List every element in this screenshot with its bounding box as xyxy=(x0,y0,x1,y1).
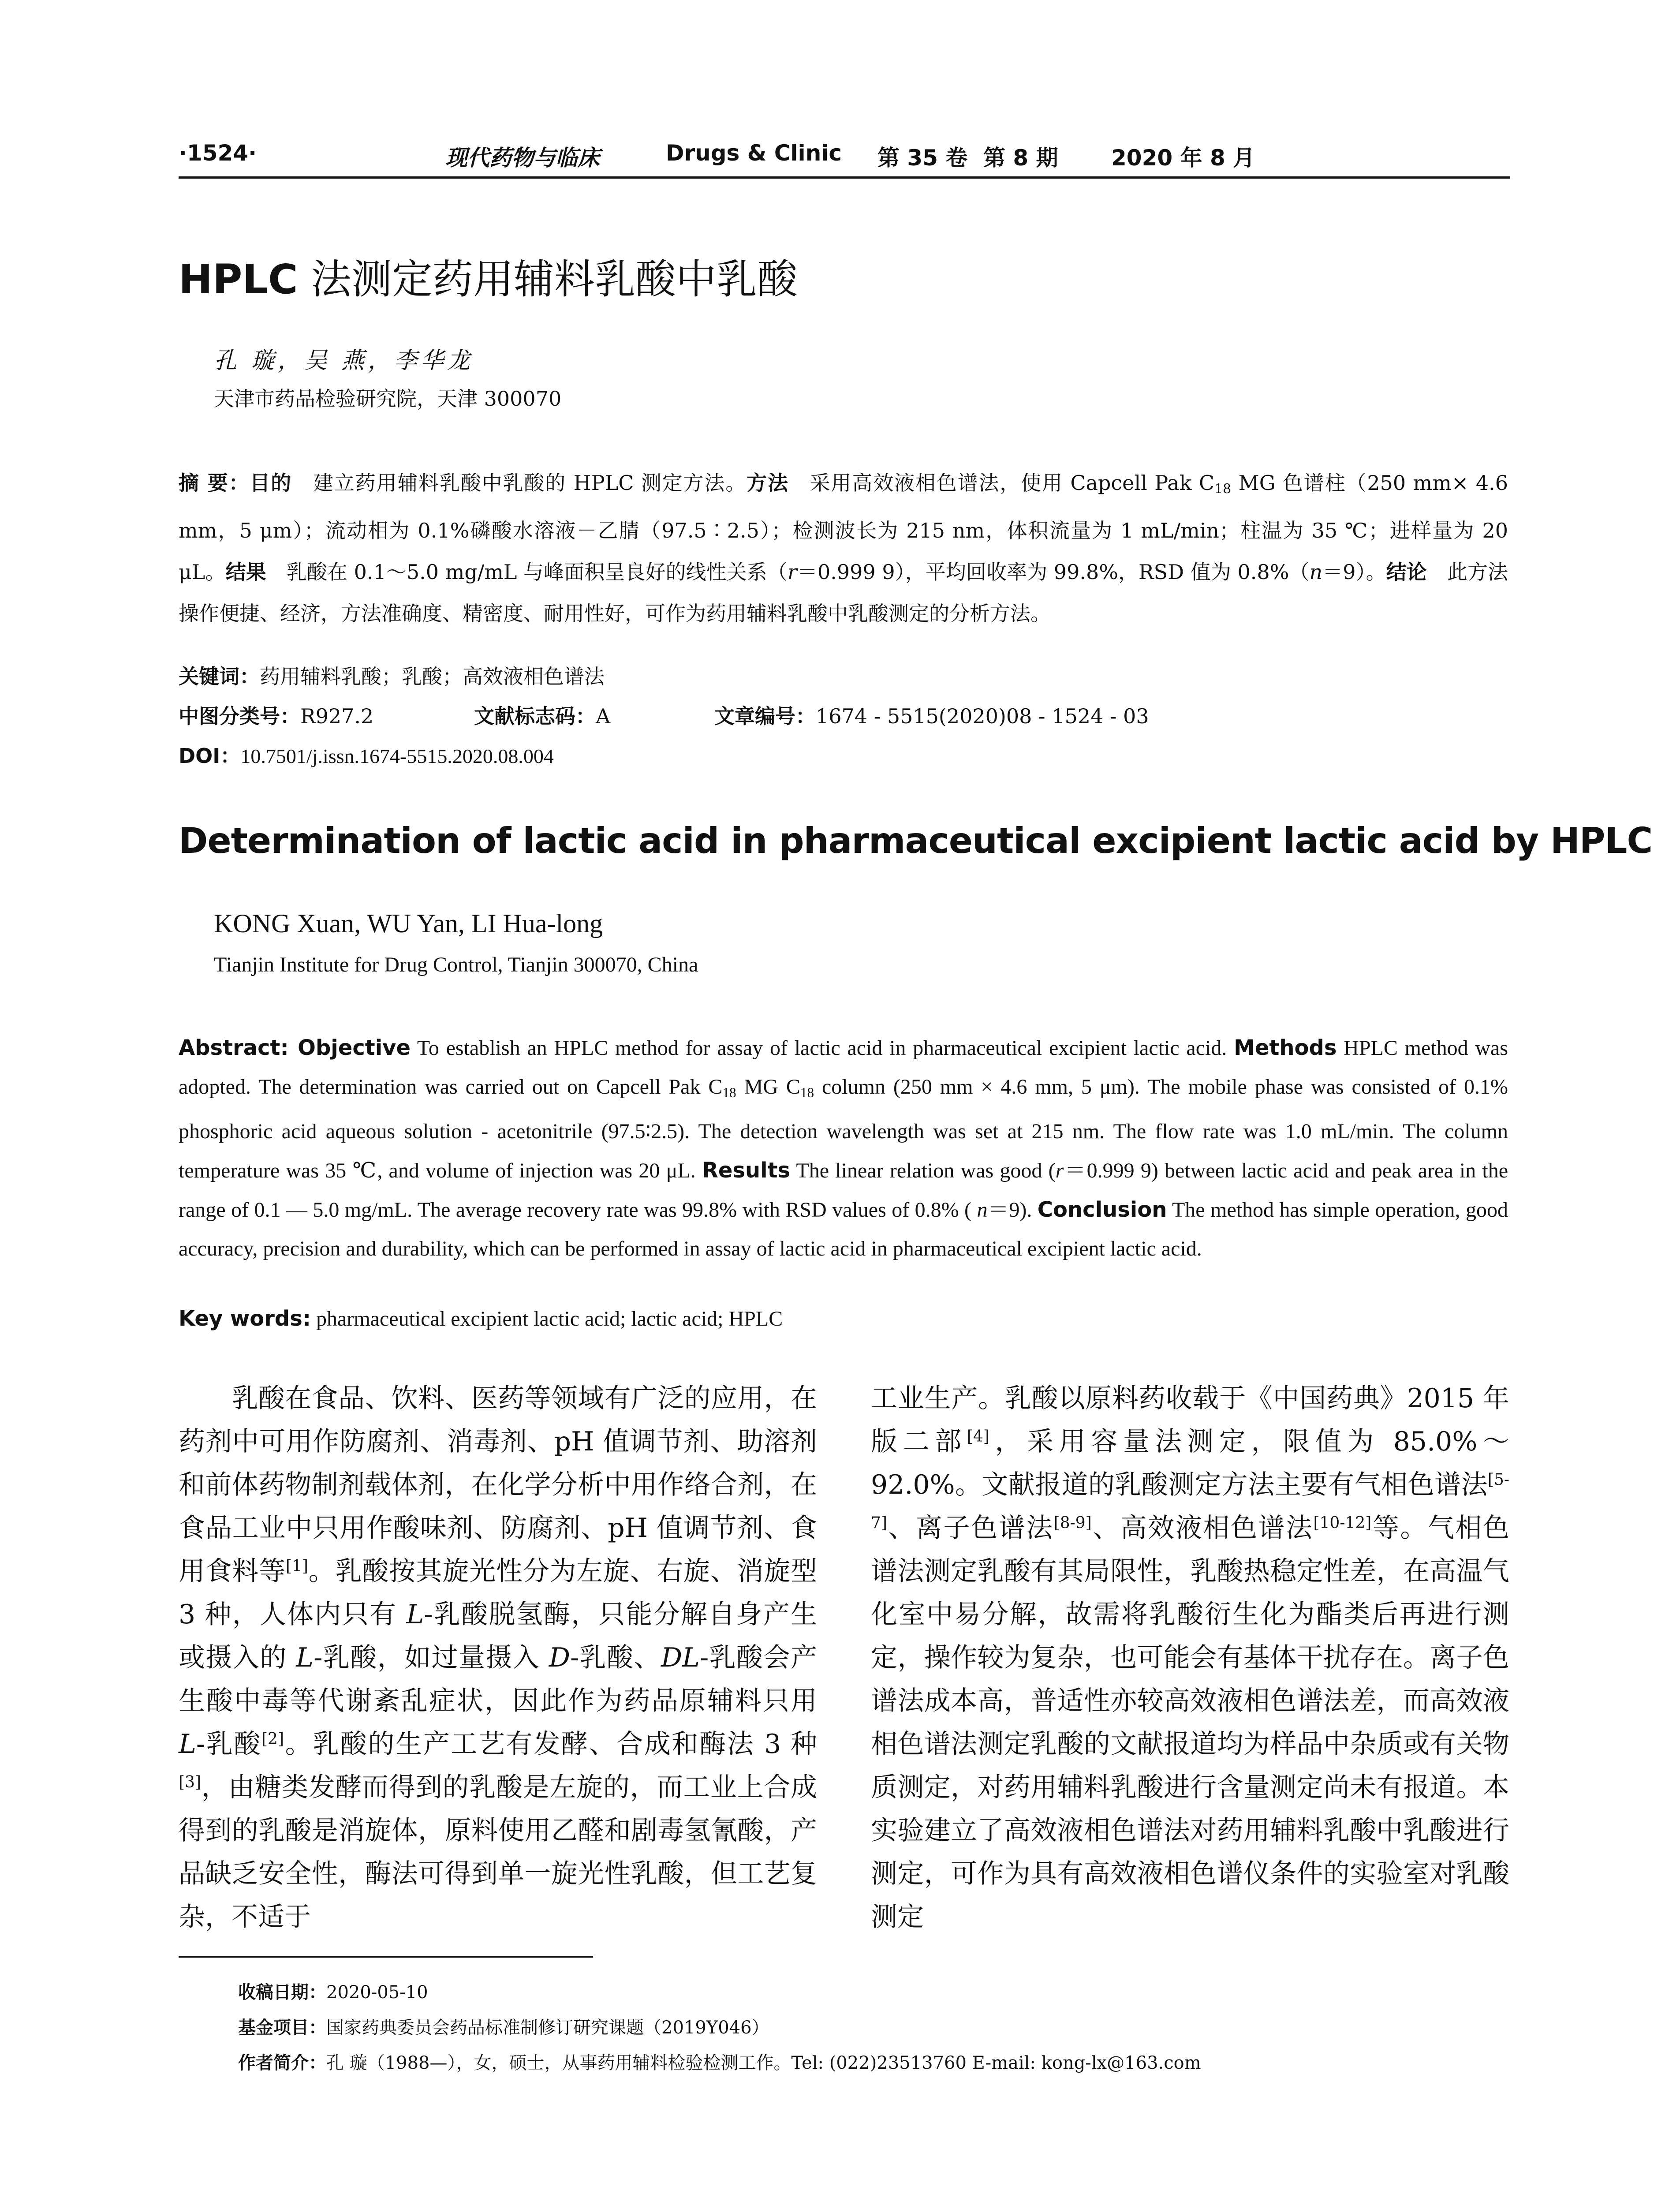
doc-code-line xyxy=(474,700,610,729)
keywords-cn xyxy=(179,661,605,690)
body-left-text-8: 。乳酸的生产工艺有发酵、合成和酶法 3 种 xyxy=(284,1729,817,1760)
body-left-text-7: -乳酸 xyxy=(196,1729,262,1760)
results-en-3: ＝9). xyxy=(987,1198,1038,1222)
objective-label-cn: 目的 xyxy=(250,471,292,495)
footnote-author xyxy=(238,2049,1201,2074)
author-bio-text: 孔 璇（1988—），女，硕士，从事药用辅料检验检测工作。Tel: (022)23513760 E-mail: kong-lx@163.com xyxy=(326,2053,1201,2073)
article-no-value: 1674 - 5515(2020)08 - 1524 - 03 xyxy=(816,704,1149,728)
article-no-line xyxy=(714,700,1149,729)
keywords-en xyxy=(179,1306,783,1331)
subscript-18: 18 xyxy=(1214,481,1232,497)
affiliation-en: Tianjin Institute for Drug Control, Tianjin 300070, China xyxy=(214,953,698,976)
doi-value: 10.7501/j.issn.1674-5515.2020.08.004 xyxy=(240,745,554,767)
title-cn-rest: 法测定药用辅料乳酸中乳酸 xyxy=(298,256,798,303)
abstract-en xyxy=(179,1028,1508,1268)
keywords-en-text: pharmaceutical excipient lactic acid; lactic acid; HPLC xyxy=(311,1307,783,1330)
results-en-1: The linear relation was good ( xyxy=(790,1159,1056,1182)
title-hplc: HPLC xyxy=(179,256,298,303)
citation-8-9[interactable]: [8-9] xyxy=(1053,1514,1092,1532)
citation-1[interactable]: [1] xyxy=(285,1557,308,1576)
body-left-text-2: 。乳酸按其旋光性分为左旋、右旋、消旋型 3 种，人体内只有 xyxy=(179,1556,818,1630)
objective-cn: 建立药用辅料乳酸中乳酸的 HPLC 测定方法。 xyxy=(292,471,747,495)
header-rule xyxy=(179,176,1510,179)
footnote-rule xyxy=(179,1956,593,1958)
subscript-18b: 18 xyxy=(800,1084,814,1100)
doi-label: DOI： xyxy=(179,744,241,768)
results-cn-2: ＝0.999 9），平均回收率为 99.8%，RSD 值为 0.8%（ xyxy=(797,560,1310,584)
methods-en-3: column (250 mm × 4.6 mm, 5 μm). The mobile phase was consisted of 0.1% phosphoric acid aqueous solution - acetonitrile (97.5∶2.5). The detection wavelength was set at 215 nm. The flow rate was 1.0 mL/min. The column temperature was 35 ℃, and volume of injection was 20 μL. xyxy=(179,1075,1508,1182)
volume: 第 35 卷 xyxy=(877,145,968,171)
symbol-L: L xyxy=(179,1729,196,1760)
body-right-text-3: 、离子色谱法 xyxy=(887,1513,1054,1544)
keywords-cn-label: 关键词： xyxy=(179,665,260,688)
footnote-fund xyxy=(238,2014,769,2039)
symbol-D: D xyxy=(549,1642,570,1673)
results-cn-3: ＝9）。 xyxy=(1322,560,1386,584)
body-right-text-5: 等。气相色谱法测定乳酸有其局限性，乳酸热稳定性差，在高温气化室中易分解，故需将乳酸衍生化为酯类后再进行测定，操作较为复杂，也可能会有基体干扰存在。离子色谱法成本高，普适性亦较高效液相色谱法差，而高效液相色谱法测定乳酸的文献报道均为样品中杂质或有关物质测定，对药用辅料乳酸进行含量测定尚未有报道。本实验建立了高效液相色谱法对药用辅料乳酸中乳酸进行测定，可作为具有高效液相色谱仪条件的实验室对乳酸测定 xyxy=(871,1513,1510,1932)
body-column-left xyxy=(179,1377,817,1939)
citation-3[interactable]: [3] xyxy=(179,1773,201,1792)
conclusion-en: The method has simple operation, good accuracy, precision and durability, which can be performed in assay of lactic acid in pharmaceutical excipient lactic acid. xyxy=(179,1198,1508,1260)
methods-en-2: MG C xyxy=(736,1075,800,1099)
footnote-received xyxy=(238,1978,428,2003)
body-right-text-2: ，采用容量法测定，限值为 85.0%～92.0%。文献报道的乳酸测定方法主要有气相色谱法 xyxy=(871,1426,1509,1500)
citation-10-12[interactable]: [10-12] xyxy=(1313,1514,1372,1532)
clc-label: 中图分类号： xyxy=(179,704,300,728)
citation-2[interactable]: [2] xyxy=(261,1730,284,1749)
author-bio-label: 作者简介： xyxy=(238,2053,326,2073)
abstract-en-label: Abstract: xyxy=(179,1035,298,1060)
conclusion-cn: 此方法操作便捷、经济，方法准确度、精密度、耐用性好，可作为药用辅料乳酸中乳酸测定的分析方法。 xyxy=(179,560,1508,626)
clc-value: R927.2 xyxy=(300,704,374,728)
symbol-r: r xyxy=(787,560,797,584)
results-label-en: Results xyxy=(702,1158,791,1183)
article-title-cn xyxy=(179,247,798,305)
fund-label: 基金项目： xyxy=(238,2018,326,2038)
body-left-text-9: ，由糖类发酵而得到的乳酸是左旋的，而工业上合成得到的乳酸是消旋体，原料使用乙醛和剧毒氢氰酸，产品缺乏安全性，酶法可得到单一旋光性乳酸，但工艺复杂，不适于 xyxy=(179,1772,817,1932)
article-no-label: 文章编号： xyxy=(714,704,816,728)
body-left-text-5: -乳酸、 xyxy=(570,1642,661,1673)
symbol-L: L xyxy=(296,1642,314,1673)
article-title-en: Determination of lactic acid in pharmaceutical excipient lactic acid by HPLC xyxy=(179,820,1653,861)
received-label: 收稿日期： xyxy=(238,1982,326,2003)
methods-label-en: Methods xyxy=(1234,1035,1337,1060)
received-date: 2020-05-10 xyxy=(326,1982,428,2003)
issue-date: 2020 年 8 月 xyxy=(1111,145,1255,171)
symbol-L: L xyxy=(406,1599,424,1630)
body-right-text-1: 工业生产。乳酸以原料药收载于《中国药典》2015 年版二部 xyxy=(871,1383,1509,1457)
body-left-text-1: 乳酸在食品、饮料、医药等领域有广泛的应用，在药剂中可用作防腐剂、消毒剂、pH 值调节剂、助溶剂和前体药物制剂载体剂，在化学分析中用作络合剂，在食品工业中只用作酸味剂、防腐剂、pH 值调节剂、食用食料等 xyxy=(179,1383,817,1587)
issue: 第 8 期 xyxy=(983,145,1058,171)
body-left-text-3: -乳酸脱氢酶，只能分解自身产生或摄入的 xyxy=(179,1599,817,1673)
keywords-cn-text: 药用辅料乳酸；乳酸；高效液相色谱法 xyxy=(260,665,605,688)
methods-cn-1: 采用高效液相色谱法，使用 Capcell Pak C xyxy=(788,471,1215,495)
journal-name-cn: 现代药物与临床 xyxy=(445,145,600,171)
page-number: ·1524· xyxy=(179,140,257,166)
results-label-cn: 结果 xyxy=(225,560,266,584)
results-cn-1: 乳酸在 0.1～5.0 mg/mL 与峰面积呈良好的线性关系（ xyxy=(266,560,788,584)
body-left-text-6: -乳酸会产生酸中毒等代谢紊乱症状，因此作为药品原辅料只用 xyxy=(179,1642,817,1716)
doc-code-label: 文献标志码： xyxy=(474,704,596,728)
fund-text: 国家药典委员会药品标准制修订研究课题（2019Y046） xyxy=(326,2018,769,2038)
body-right-text-4: 、高效液相色谱法 xyxy=(1091,1513,1314,1544)
citation-5-7[interactable]: [5-7] xyxy=(871,1471,1509,1532)
symbol-n: n xyxy=(1309,560,1323,584)
abstract-cn-label: 摘 要： xyxy=(179,471,250,495)
keywords-en-label: Key words: xyxy=(179,1306,311,1331)
clc-line xyxy=(179,700,373,729)
authors-en: KONG Xuan, WU Yan, LI Hua-long xyxy=(214,909,603,938)
objective-label-en: Objective xyxy=(298,1035,411,1060)
symbol-r-en: r xyxy=(1055,1159,1064,1182)
symbol-DL: DL xyxy=(661,1642,700,1673)
body-left-text-4: -乳酸，如过量摄入 xyxy=(314,1642,549,1673)
methods-cn-2: MG 色谱柱（250 mm× 4.6 mm，5 μm）；流动相为 0.1%磷酸水溶液－乙腈（97.5∶2.5）；检测波长为 215 nm，体积流量为 1 mL/min；柱温为 35 ℃；进样量为 20 μL。 xyxy=(179,471,1508,584)
authors-cn: 孔 璇，吴 燕，李华龙 xyxy=(214,348,474,374)
doc-code-value: A xyxy=(596,704,611,728)
methods-label-cn: 方法 xyxy=(747,471,789,495)
conclusion-label-en: Conclusion xyxy=(1037,1197,1167,1222)
subscript-18a: 18 xyxy=(722,1084,736,1100)
journal-name-en: Drugs & Clinic xyxy=(666,140,842,166)
affiliation-cn: 天津市药品检验研究院，天津 300070 xyxy=(214,387,562,411)
body-column-right xyxy=(871,1377,1509,1939)
citation-4[interactable]: [4] xyxy=(967,1428,989,1446)
symbol-n-en: n xyxy=(977,1198,988,1222)
conclusion-label-cn: 结论 xyxy=(1386,560,1427,584)
results-en-2: ＝0.999 9) between lactic acid and peak area in the range of 0.1 — 5.0 mg/mL. The average recovery rate was 99.8% with RSD values of 0.8% ( xyxy=(179,1159,1508,1222)
objective-en: To establish an HPLC method for assay of lactic acid in pharmaceutical excipient lactic acid. xyxy=(411,1036,1234,1060)
methods-en-1: HPLC method was adopted. The determination was carried out on Capcell Pak C xyxy=(179,1036,1508,1099)
abstract-cn xyxy=(179,462,1508,634)
doi-line xyxy=(179,740,554,769)
